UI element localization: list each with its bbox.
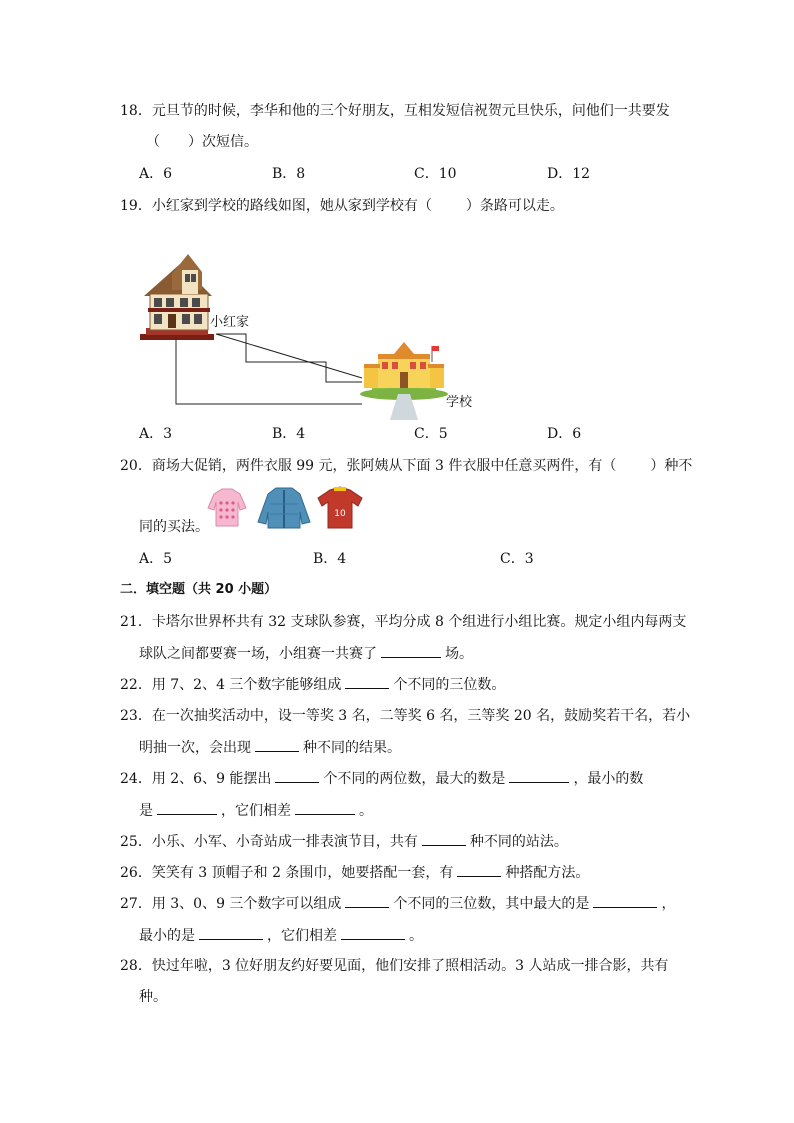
q26-post: 种搭配方法。: [505, 865, 590, 881]
q21-line2-post: 场。: [445, 646, 473, 662]
q28-line2: 种。: [139, 989, 167, 1005]
q27-l2a: 最小的是: [139, 928, 195, 944]
school-icon: [360, 342, 448, 420]
q24-l1c: ，最小的数: [573, 771, 644, 787]
q21-line1: 21．卡塔尔世界杯共有 32 支球队参赛，平均分成 8 个组进行小组比赛。规定小组内每两支: [120, 614, 687, 630]
q23-line2-post: 种不同的结果。: [303, 740, 401, 756]
q27-line2: [139, 925, 423, 946]
q19-text-pre: 19．小红家到学校的路线如图，她从家到学校有（: [120, 198, 432, 214]
q27-l1a: 27．用 3、0、9 三个数字可以组成: [120, 896, 342, 912]
q19-text-post: ）条路可以走。: [465, 198, 564, 214]
q27-l2b: ，它们相差: [267, 928, 337, 944]
q18-option-d: D．12: [547, 166, 591, 182]
q23-line1: 23．在一次抽奖活动中，设一等奖 3 名，二等奖 6 名，三等奖 20 名，鼓励奖若干名，若小: [120, 708, 691, 724]
q26-answer-blank[interactable]: [457, 862, 501, 877]
q18-option-b: B．8: [272, 166, 306, 182]
q24-count-blank[interactable]: [275, 768, 319, 783]
q20-line1: [120, 456, 692, 476]
q18-line2: [146, 132, 258, 152]
q27-l1b: 个不同的三位数，其中最大的是: [393, 896, 590, 912]
q20-option-c: C．3: [500, 551, 534, 567]
q22-post: 个不同的三位数。: [393, 677, 506, 693]
q24-line1: [120, 768, 643, 789]
q28-line1: 28．快过年啦，3 位好朋友约好要见面，他们安排了照相活动。3 人站成一排合影，共有: [120, 958, 669, 974]
q26-line: [120, 862, 589, 883]
q24-max-blank[interactable]: [509, 768, 569, 783]
q21-answer-blank[interactable]: [381, 643, 441, 658]
q19-text: [120, 196, 564, 216]
q25-pre: 25．小乐、小军、小奇站成一排表演节目，共有: [120, 834, 418, 850]
school-label: 学校: [446, 395, 473, 410]
q24-line2: [139, 800, 373, 821]
home-label: 小红家: [210, 315, 250, 330]
clothes-row: [206, 486, 366, 530]
q24-l1a: 24．用 2、6、9 能摆出: [120, 771, 272, 787]
q24-min-blank[interactable]: [157, 800, 217, 815]
q21-line2: [139, 643, 473, 664]
q22-answer-blank[interactable]: [345, 674, 389, 689]
jersey-number: 10: [334, 509, 346, 519]
q27-l1c: ，: [661, 896, 676, 912]
q22-pre: 22．用 7、2、4 三个数字能够组成: [120, 677, 342, 693]
q18-line2-text: ）次短信。: [188, 134, 258, 150]
q24-l1b: 个不同的两位数，最大的数是: [323, 771, 506, 787]
q27-min-blank[interactable]: [199, 925, 263, 940]
q19-option-d: D．6: [547, 426, 582, 442]
q24-l2c: 。: [359, 803, 373, 819]
pink-sweater-icon: [208, 489, 246, 526]
q27-diff-blank[interactable]: [341, 925, 405, 940]
q18-paren-open: （: [146, 134, 160, 150]
q20-line1-pre: 20．商场大促销，两件衣服 99 元，张阿姨从下面 3 件衣服中任意买两件，有（: [120, 458, 617, 474]
q24-l2b: ，它们相差: [221, 803, 291, 819]
q18-option-a: A．6: [139, 166, 173, 182]
q19-option-c: C．5: [414, 426, 448, 442]
q27-l2c: 。: [409, 928, 423, 944]
q18-option-c: C．10: [414, 166, 457, 182]
q23-answer-blank[interactable]: [255, 737, 299, 752]
q20-option-a: A．5: [139, 551, 173, 567]
q26-pre: 26．笑笑有 3 顶帽子和 2 条围巾，她要搭配一套，有: [120, 865, 454, 881]
soccer-jersey-icon: [318, 487, 362, 528]
q21-line2-pre: 球队之间都要赛一场，小组赛一共赛了: [139, 646, 377, 662]
q27-max-blank[interactable]: [593, 893, 657, 908]
q23-line2: [139, 737, 401, 758]
q20-option-b: B．4: [313, 551, 347, 567]
q27-line1: [120, 893, 675, 914]
q27-count-blank[interactable]: [345, 893, 389, 908]
q19-option-a: A．3: [139, 426, 173, 442]
q22-line: [120, 674, 505, 695]
q25-answer-blank[interactable]: [422, 831, 466, 846]
q19-option-b: B．4: [272, 426, 306, 442]
house-icon: [140, 254, 214, 340]
q25-line: [120, 831, 568, 852]
q20-line1-post: ）种不: [650, 458, 693, 474]
q18-line1: 18．元旦节的时候，李华和他的三个好朋友，互相发短信祝贺元旦快乐，问他们一共要发: [120, 103, 670, 119]
q23-line2-pre: 明抽一次，会出现: [139, 740, 251, 756]
q25-post: 种不同的站法。: [469, 834, 568, 850]
q24-diff-blank[interactable]: [295, 800, 355, 815]
q24-l2a: 是: [139, 803, 153, 819]
route-diagram: [136, 250, 476, 420]
q20-line2: 同的买法。: [139, 519, 209, 535]
blue-jacket-icon: [258, 488, 310, 528]
section-title: 二．填空题（共 20 小题）: [120, 582, 278, 597]
